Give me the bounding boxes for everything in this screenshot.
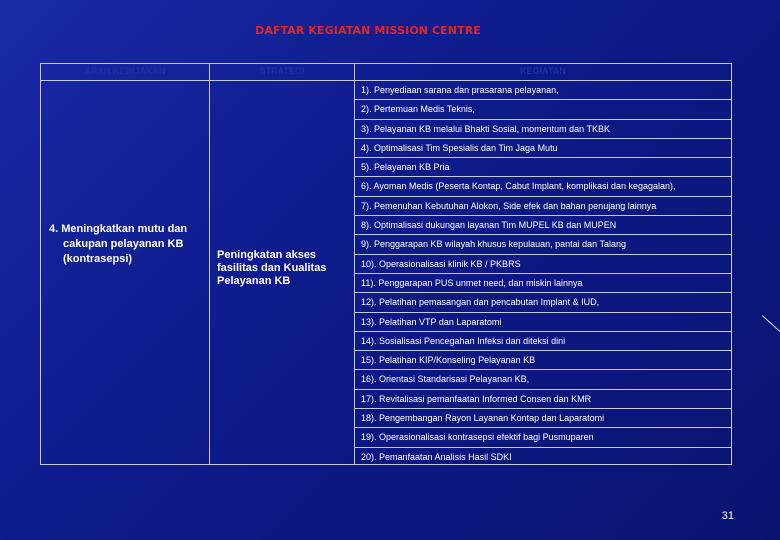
header-strategi: STRATEGI [259,66,305,76]
kegiatan-row: 18). Pengembangan Rayon Layanan Kontap dan Laparatomi [355,409,731,428]
page-number: 31 [721,510,734,522]
activity-table [40,63,732,465]
kegiatan-list [355,81,731,467]
kegiatan-row: 20). Pemanfaatan Analisis Hasil SDKI [361,451,512,462]
strategi-cell: Peningkatan akses fasilitas dan Kualitas Pelayanan KB [217,249,327,287]
kegiatan-row: 6). Ayoman Medis (Peserta Kontap, Cabut Implant, komplikasi dan kegagalan), [355,177,731,196]
header-kegiatan: KEGIATAN [520,66,566,76]
header-program: ARAH KEBIJAKAN [84,66,166,76]
program-line-2: cakupan pelayanan KB (kontrasepsi) [63,238,184,265]
kegiatan-row: 4). Optimalisasi Tim Spesialis dan Tim Jaga Mutu [355,139,731,158]
kegiatan-row: 13). Pelatihan VTP dan Laparatomi [355,313,731,332]
kegiatan-row: 1). Penyediaan sarana dan prasarana pelayanan, [355,81,731,100]
program-line-1: 4. Meningkatkan mutu dan [49,223,188,235]
decorative-line [762,315,780,332]
column-divider [209,64,210,464]
kegiatan-row: 5). Pelayanan KB Pria [355,158,731,177]
kegiatan-row: 15). Pelatihan KIP/Konseling Pelayanan KB [355,351,731,370]
kegiatan-row: 2). Pertemuan Medis Teknis, [355,100,731,119]
kegiatan-row: 16). Orientasi Standarisasi Pelayanan KB, [355,370,731,389]
kegiatan-row: 19). Operasionalisasi kontrasepsi efektif bagi Pusmuparen [355,428,731,447]
kegiatan-row: 12). Pelatihan pemasangan dan pencabutan Implant & IUD, [355,293,731,312]
kegiatan-row: 7). Pemenuhan Kebutuhan Alokon, Side efek dan bahan penujang lainnya [355,197,731,216]
program-cell [49,222,209,267]
kegiatan-row: 8). Optimalisasi dukungan layanan Tim MUPEL KB dan MUPEN [355,216,731,235]
kegiatan-row: 17). Revitalisasi pemanfaatan Informed Consen dan KMR [355,390,731,409]
kegiatan-row: 14). Sosialisasi Pencegahan Infeksi dan diteksi dini [355,332,731,351]
kegiatan-row: 3). Pelayanan KB melalui Bhakti Sosial, momentum dan TKBK [355,120,731,139]
kegiatan-row: 9). Penggarapan KB wilayah khusus kepulauan, pantai dan Talang [355,235,731,254]
kegiatan-row: 11). Penggarapan PUS unmet need, dan miskin lainnya [355,274,731,293]
kegiatan-row: 10). Operasionalisasi klinik KB / PKBRS [355,255,731,274]
slide-title: DAFTAR KEGIATAN MISSION CENTRE [255,24,481,37]
